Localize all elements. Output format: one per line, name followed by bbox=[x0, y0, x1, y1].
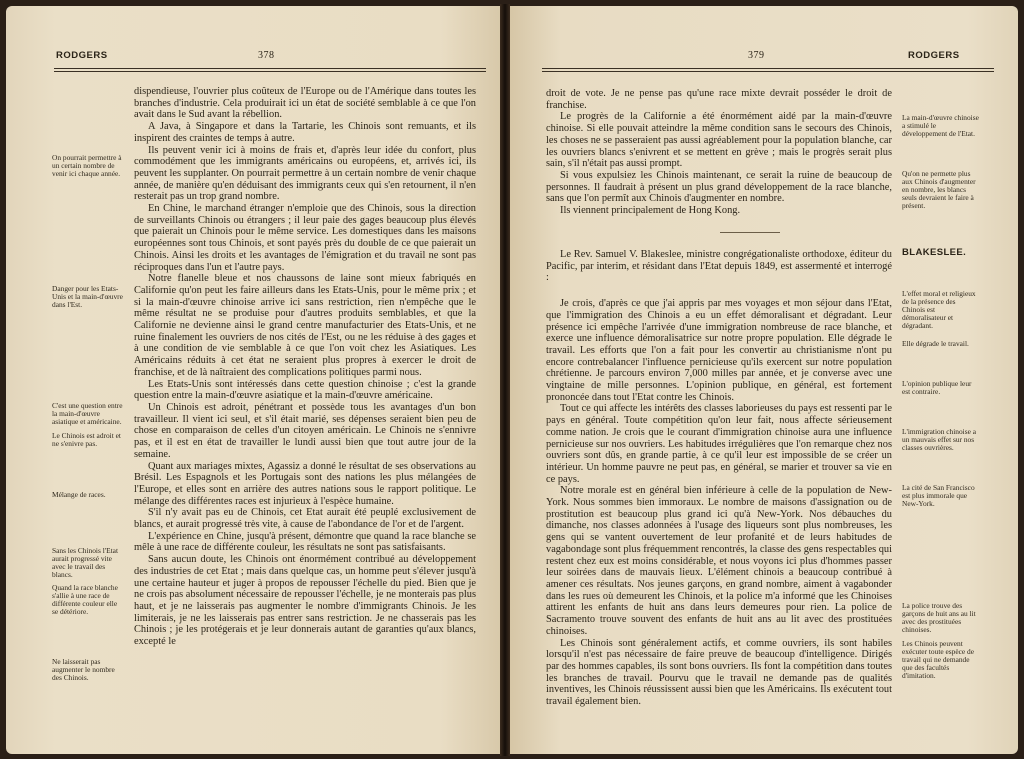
paragraph: dispendieuse, l'ouvrier plus coûteux de l'Europe ou de l'Amérique dans toutes les branches d'industrie. Cela produirait ici un état de société semblable à ce que l'on avait dans le Sud avant la rébellion. bbox=[134, 86, 476, 121]
margin-note: Sans les Chinois l'Etat aurait progressé vite avec le travail des blancs. bbox=[52, 546, 118, 579]
paragraph: En Chine, le marchand étranger n'emploie que des Chinois, sous la direction de surveillants Chinois ou étrangers ; il leur paie des gages beaucoup plus élevés que paierait un Chinois pour le même service. Les domestiques dans les maisons européennes sont tous Chinois, et sont payés près du double de ce que paierait un Chinois. Ainsi les droits et les avantages de l'émigration et du travail ne sont pas réciproques dans l'un et l'autre pays. bbox=[134, 203, 476, 273]
margin-note: On pourrait permettre à un certain nombre de venir ici chaque année. bbox=[52, 153, 122, 178]
paragraph: Ils peuvent venir ici à moins de frais et, d'après leur idée du confort, plus commodément que les immigrants américains ou européens, et, arrivés ici, ils peuvent les supplanter. On pourrait permettre à un certain nombre de venir chaque année, de manière qu'en déduisant des immigrants ceux qui s'en retournent, il n'en resterait pas un trop grand nombre. bbox=[134, 144, 476, 203]
paragraph: Sans aucun doute, les Chinois ont énormément contribué au développement des industries de cet Etat ; mais dans quelque cas, un homme peut s'élever jusqu'à une certaine hauteur et juger à propos de repousser l'échelle du pied. Bien que je ne crois pas absolument nécessaire de repousser l'échelle, je ne monterais pas plus haut, et je ne laisserais pas augmenter le nombre d'immigrants Chinois. Je les limiterais, je ne les laisserais pas entrer sans restriction. Je ne chasserais pas les Chinois ; je les protégerais et je leur donnerais autant de garanties qu'aux blancs, excepté le bbox=[134, 554, 476, 648]
witness-heading: BLAKESLEE. bbox=[902, 247, 967, 258]
margin-note: Ne laisserait pas augmenter le nombre des Chinois. bbox=[52, 657, 115, 682]
left-header-rule-2 bbox=[54, 71, 486, 72]
right-header-rule-2 bbox=[542, 71, 994, 72]
book-gutter bbox=[500, 4, 510, 756]
margin-note: L'opinion publique leur est contraire. bbox=[902, 379, 972, 396]
spacer bbox=[546, 284, 892, 298]
paragraph: L'expérience en Chine, jusqu'à présent, démontre que quand la race blanche se mêle à une race de différente couleur, les résultats ne sont pas satisfaisants. bbox=[134, 530, 476, 554]
margin-note: Quand la race blanche s'allie à une race de différente couleur elle se détériore. bbox=[52, 583, 118, 616]
paragraph: Si vous expulsiez les Chinois maintenant, ce serait la ruine de beaucoup de personnes. Il faudrait à présent un plus grand développement de la race blanche, sans que l'on permît aux Chinois d'augmenter en nombre. bbox=[546, 169, 892, 205]
margin-note: Mélange de races. bbox=[52, 490, 106, 499]
left-body-text bbox=[134, 86, 476, 648]
margin-note: C'est une question entre la main-d'œuvre asiatique et américaine. bbox=[52, 401, 123, 426]
paragraph: Tout ce qui affecte les intérêts des classes laborieuses du pays est ressenti par le pays en général. Toute compétition qu'on leur fait, nous affecte sérieusement comme nation. Je crois que le courant d'immigration chinoise aura une influence pernicieuse sur nos ouvriers. Les habitudes irrégulières que l'on remarque chez nos ouvriers sont dûs, en grande partie, à ce qu'il leur est impossible de se créer un intérieur. Un homme pauvre ne peut pas, en général, se marier et trouver sa vie en ce pays. bbox=[546, 403, 892, 485]
margin-note: L'effet moral et religieux de la présence des Chinois est démoralisateur et dégradant. bbox=[902, 289, 976, 330]
paragraph: droit de vote. Je ne pense pas qu'une race mixte devrait posséder le droit de franchise. bbox=[546, 88, 892, 111]
margin-note: La cité de San Francisco est plus immorale que New-York. bbox=[902, 483, 975, 508]
left-header-rule bbox=[54, 68, 486, 69]
margin-note: La main-d'œuvre chinoise a stimulé le développement de l'Etat. bbox=[902, 113, 979, 138]
margin-note: Qu'on ne permette plus aux Chinois d'augmenter en nombre, les blancs seuls devraient le faire à présent. bbox=[902, 169, 976, 210]
paragraph: A Java, à Singapore et dans la Tartarie, les Chinois sont remuants, et ils inspirent des craintes de temps à autre. bbox=[134, 121, 476, 144]
paragraph: Notre flanelle bleue et nos chaussons de laine sont mieux fabriqués en Californie qu'on peut les faire ailleurs dans les Etats-Unis, pour le même prix ; et si la main-d'œuvre chinoise arrive ici sans restriction, rien n'empêche que le même résultat ne se produise pour d'autres produits semblables, et que la Californie ne devienne ainsi le grand centre manufacturier des Etats-Unis, et ne ruine finalement les ouvriers de nos cités de l'Est, ou ne les réduise à des gages et à une condition de vie semblable à ce que l'on voit chez les Asiatiques. Les Américains réduits à cet état ne seraient plus propres à exercer le droit de franchise, et de là naîtraient des complications politiques parmi nous. bbox=[134, 273, 476, 378]
right-body-text-top bbox=[546, 88, 892, 217]
paragraph: Le progrès de la Californie a été énormément aidé par la main-d'œuvre chinoise. Si elle pouvait atteindre la même condition sans le secours des Chinois, les choses ne se passeraient pas aussi agréablement pour la population blanche, car les ouvriers blancs s'enivrent et se mettent en grève ; mais le progrès serait plus sain, s'il n'était pas aussi prompt. bbox=[546, 111, 892, 170]
margin-note: Elle dégrade le travail. bbox=[902, 339, 969, 348]
margin-note: L'immigration chinoise a un mauvais effet sur nos classes ouvrières. bbox=[902, 427, 976, 452]
paragraph: Ils viennent principalement de Hong Kong. bbox=[560, 205, 741, 217]
witness-intro: Le Rev. Samuel V. Blakeslee, ministre congrégationaliste orthodoxe, éditeur du Pacific, par interim, et résidant dans l'Etat depuis 1849, est assermenté et interrogé : bbox=[546, 249, 892, 284]
margin-note: Danger pour les Etats-Unis et la main-d'œuvre dans l'Est. bbox=[52, 284, 123, 309]
paragraph: Notre morale est en général bien inférieure à celle de la population de New-York. Nous sommes bien immoraux. Le nombre de maisons d'assignation ou de prostitution est beaucoup plus grand ici qu'à New-York. Nos débauches du dimanche, nos classes adonnées à l'usage des liqueurs sont plus nombreuses, les gens qui se vantent ouvertement de leur profanité et de leurs habitudes de vagabondage sont plus fréquemment rencontrés, la classe des gens respectables qui restent chez eux est moins considérable, et nous voyons ici plus d'hommes passer leur soirées dans de mauvais lieux. L'élément chinois a beaucoup contribué à amener ces résultats. Nos jeunes garçons, en grand nombre, aiment à vagabonder dans les rues où demeurent les Chinois, et la police m'a informé que les Chinoises attirent les enfants de huit ans dans leurs demeures pour rien. La police de Sacramento trouve souvent des enfants de huit ans au lit avec des prostituées chinoises. bbox=[546, 485, 892, 637]
paragraph: Les Etats-Unis sont intéressés dans cette question chinoise ; c'est la grande question entre la main-d'œuvre asiatique et la main-d'œuvre américaine. bbox=[134, 378, 476, 402]
paragraph: Je crois, d'après ce que j'ai appris par mes voyages et mon séjour dans l'Etat, que l'immigration des Chinois a eu un effet démoralisant et dégradant. Leur présence ici empêche l'arrivée d'une immigration nombreuse de race blanche, et exerce une influence démoralisatrice sur notre propre population. Elle dégrade le travail. Les efforts que l'on a fait pour les convertir au christianisme n'ont pu encore contrebalancer l'influence pernicieuse qu'ils exercent sur notre population chrétienne. Je parcours environ 7,000 milles par année, et je converse avec une vingtaine de mille personnes. L'opinion publique, en général, est fortement prononcée dans tout l'Etat contre les Chinois. bbox=[546, 298, 892, 403]
paragraph: Un Chinois est adroit, pénétrant et possède tous les avantages d'un bon travailleur. Il vient ici seul, et s'il était marié, ses dépenses seraient bien peu de chose en comparaison de celles d'un citoyen américain. Le Chinois ne s'ennivre pas, et il est en état de travailler le lundi aussi bien que tout autre jour de la semaine. bbox=[134, 401, 476, 460]
left-page-number: 378 bbox=[258, 50, 275, 61]
margin-note: Les Chinois peuvent exécuter toute espèce de travail qui ne demande que des facultés d'imitation. bbox=[902, 639, 975, 680]
right-page-number: 379 bbox=[748, 50, 765, 61]
paragraph: Les Chinois sont généralement actifs, et comme ouvriers, ils sont habiles lorsqu'il n'est pas nécessaire de faire preuve de beaucoup d'intelligence. Dirigés par des hommes capables, ils sont bons ouvriers. Ils font la compétition dans toutes les branches de travail. Pourvu que le travail ne demande pas de qualités inventives, les Chinois réussissent aussi bien que les Américains. Ils exécutent tout travail également bien. bbox=[546, 637, 893, 708]
left-page bbox=[6, 6, 500, 754]
margin-note: Le Chinois est adroit et ne s'enivre pas. bbox=[52, 431, 121, 448]
right-running-title: RODGERS bbox=[908, 50, 960, 61]
margin-note: La police trouve des garçons de huit ans au lit avec des prostituées chinoises. bbox=[902, 601, 976, 634]
paragraph: S'il n'y avait pas eu de Chinois, cet Etat aurait été peuplé exclusivement de blancs, et aurait progressé très vite, à cause de l'abondance de l'or et de l'argent. bbox=[134, 507, 476, 531]
right-header-rule bbox=[542, 68, 994, 69]
left-running-title: RODGERS bbox=[56, 50, 108, 61]
right-body-text-bottom bbox=[546, 249, 892, 708]
paragraph: Quant aux mariages mixtes, Agassiz a donné le résultat de ses observations au Brésil. Les Espagnols et les Portugais sont des nations les plus mélangées de l'Europe, et elles sont en arrière des autres nations sous le rapport politique. Le mélange des différentes races est injurieux à l'espèce humaine. bbox=[134, 460, 476, 507]
section-separator bbox=[720, 232, 780, 233]
right-page bbox=[510, 6, 1018, 754]
